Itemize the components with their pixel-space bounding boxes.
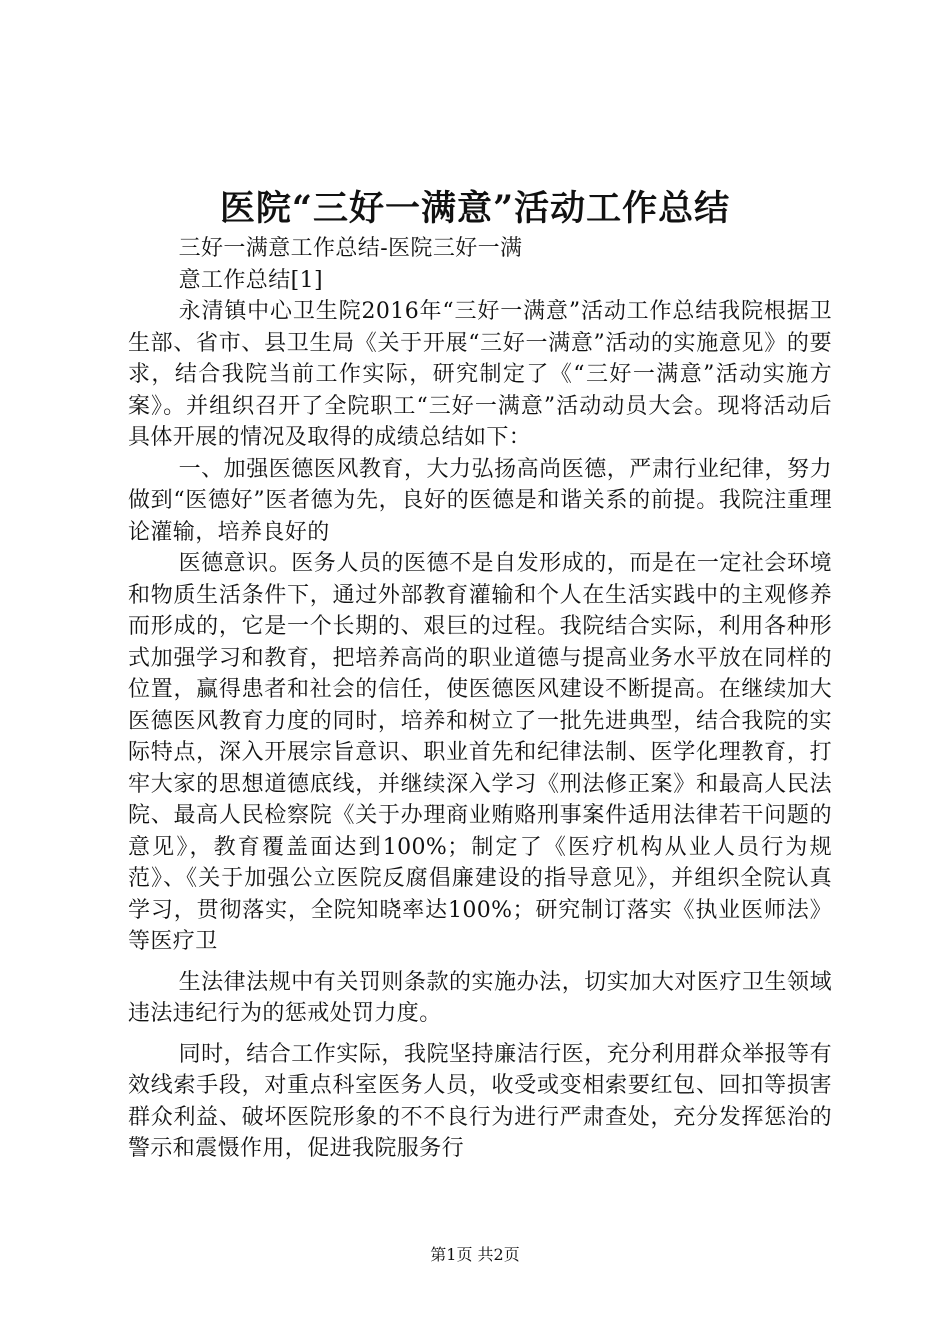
paragraph-medical-ethics: 医德意识。医务人员的医德不是自发形成的，而是在一定社会环境和物质生活条件下，通过外部教育灌输和个人在生活实践中的主观修养而形成的，它是一个长期的、艰巨的过程。我院结合实际，利用各种形式加强学习和教育，把培养高尚的职业道德与提高业务水平放在同样的位置，赢得患者和社会的信任，使医德医风建设不断提高。在继续加大医德医风教育力度的同时，培养和树立了一批先进典型，结合我院的实际特点，深入开展宗旨意识、职业首先和纪律法制、医学化理教育，打牢大家的思想道德底线，并继续深入学习《刑法修正案》和最高人民法院、最高人民检察院《关于办理商业贿赂刑事案件适用法律若干问题的意见》，教育覆盖面达到100%；制定了《医疗机构从业人员行为规范》、《关于加强公立医院反腐倡廉建设的指导意见》，并组织全院认真学习，贯彻落实，全院知晓率达100%；研究制订落实《执业医师法》等医疗卫 (128, 551, 832, 954)
paragraph-subtitle-1: 三好一满意工作总结-医院三好一满 (178, 236, 523, 261)
document-title: 医院“三好一满意”活动工作总结 (219, 188, 731, 229)
paragraph-section-one: 一、加强医德医风教育，大力弘扬高尚医德，严肃行业纪律，努力做到“医德好”医者德为先，良好的医德是和谐关系的前提。我院注重理论灌输，培养良好的 (128, 456, 832, 545)
paragraph-subtitle-2: 意工作总结[1] (178, 267, 323, 293)
paragraph-integrity: 同时，结合工作实际，我院坚持廉洁行医，充分利用群众举报等有效线索手段，对重点科室医务人员，收受或变相索要红包、回扣等损害群众利益、破坏医院形象的不不良行为进行严肃查处，充分发挥惩治的警示和震慑作用，促进我院服务行 (128, 1041, 832, 1161)
page-footer: 第1页 共2页 (430, 1245, 520, 1264)
paragraph-regulations: 生法律法规中有关罚则条款的实施办法，切实加大对医疗卫生领域违法违纪行为的惩戒处罚力度。 (128, 969, 832, 1026)
document-body (128, 233, 832, 1165)
paragraph-intro: 永清镇中心卫生院2016年“三好一满意”活动工作总结我院根据卫生部、省市、县卫生局《关于开展“三好一满意”活动的实施意见》的要求，结合我院当前工作实际，研究制定了《“三好一满意”活动实施方案》。并组织召开了全院职工“三好一满意”活动动员大会。现将活动后具体开展的情况及取得的成绩总结如下： (128, 299, 832, 450)
